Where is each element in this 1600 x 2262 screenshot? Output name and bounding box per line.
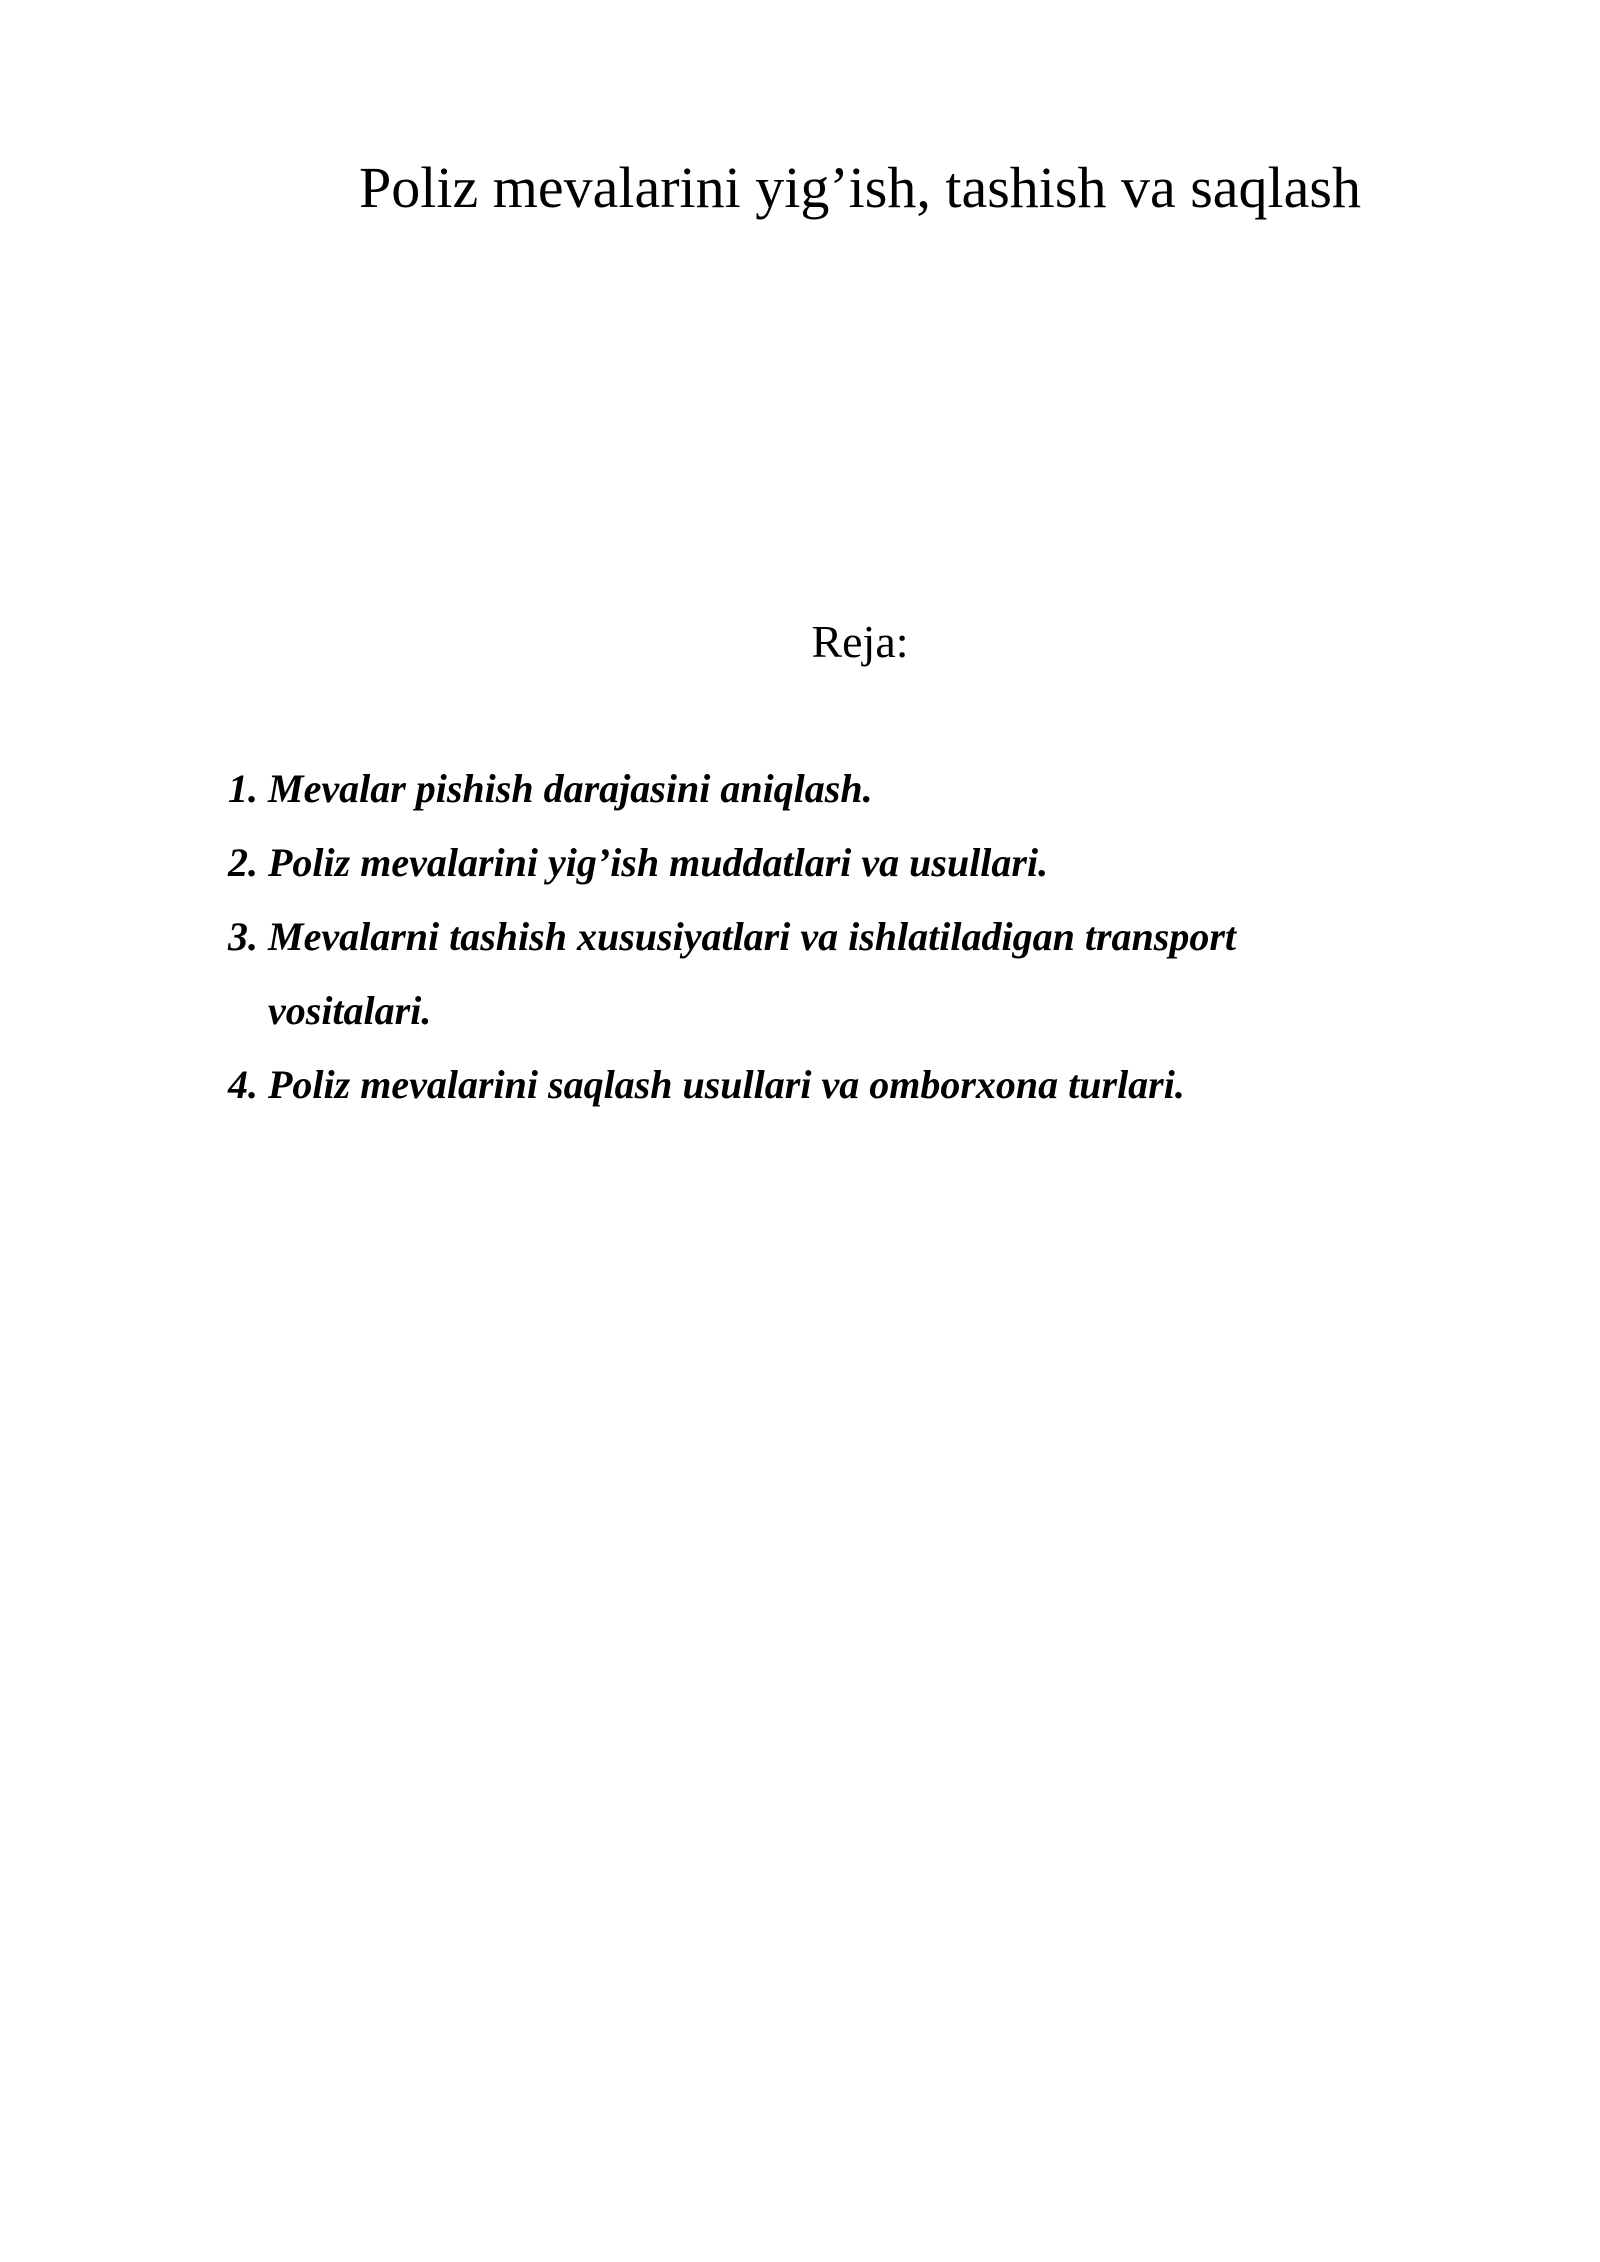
plan-heading: Reja: [811,616,909,667]
plan-list [228,752,1378,1122]
plan-item-number: 1. [228,766,258,811]
plan-item-text: Mevalarni tashish xususiyatlari va ishlatiladigan transport vositalari. [268,914,1237,1033]
plan-item-text: Poliz mevalarini yig’ish muddatlari va usullari. [268,840,1049,885]
plan-item-2 [228,826,1378,900]
plan-item-number: 2. [228,840,258,885]
plan-item-number: 4. [228,1062,258,1107]
plan-item-number: 3. [228,914,258,959]
plan-item-text: Poliz mevalarini saqlash usullari va omborxona turlari. [268,1062,1185,1107]
plan-item-4 [228,1048,1378,1122]
document-title: Poliz mevalarini yig’ish, tashish va saqlash [359,155,1361,220]
plan-item-3 [228,900,1378,1048]
plan-item-1 [228,752,1378,826]
plan-item-text: Mevalar pishish darajasini aniqlash. [268,766,873,811]
